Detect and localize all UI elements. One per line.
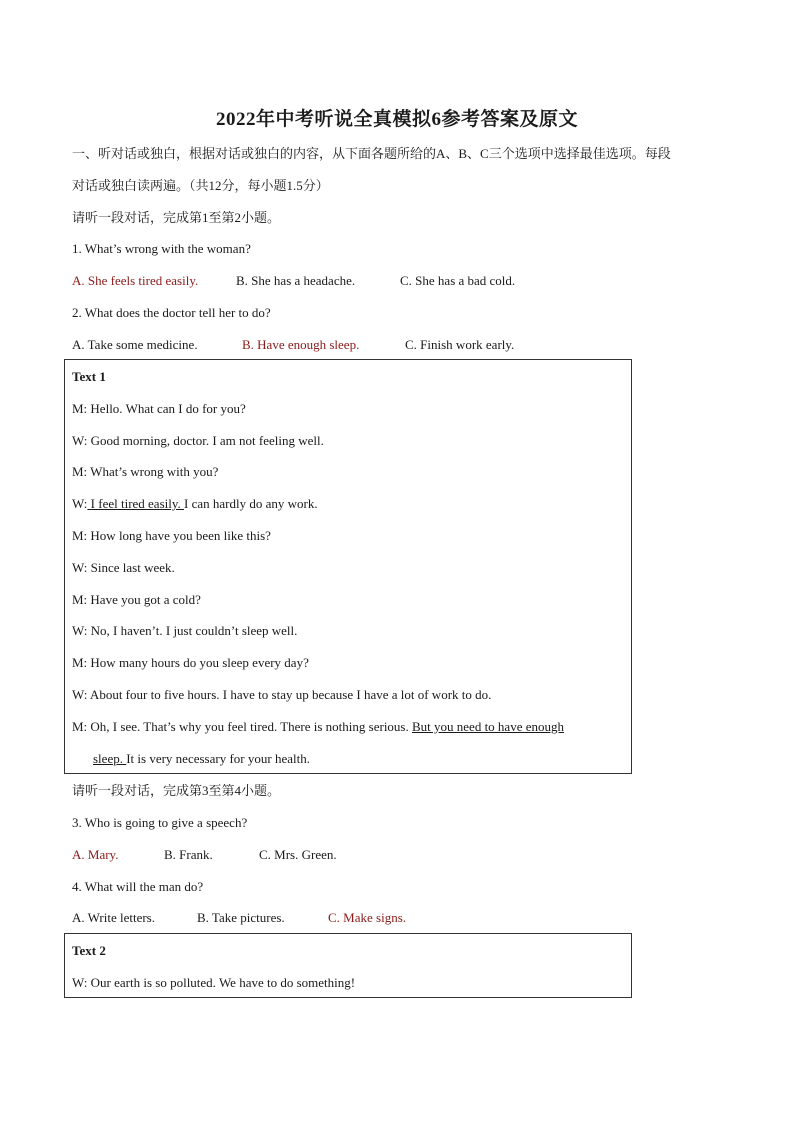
text1-heading: Text 1: [72, 369, 106, 384]
text1-line: W: Good morning, doctor. I am not feeling well.: [72, 433, 324, 448]
question-2: 2. What does the doctor tell her to do?: [72, 305, 271, 320]
page-title: 2022年中考听说全真模拟6参考答案及原文: [215, 109, 578, 130]
text1-transcript-box: [64, 359, 632, 774]
q2-option-b-answer: B. Have enough sleep.: [242, 337, 360, 352]
part2-intro: 请听一段对话，完成第3至第4小题。: [72, 783, 281, 798]
q2-option-c: C. Finish work early.: [405, 337, 515, 352]
text1-line: W: No, I haven’t. I just couldn’t sleep well.: [72, 623, 298, 638]
q3-option-c: C. Mrs. Green.: [259, 847, 337, 862]
q4-option-c-answer: C. Make signs.: [328, 910, 406, 925]
text1-line: W: Since last week.: [72, 560, 175, 575]
text1-line: M: How many hours do you sleep every day?: [72, 655, 309, 670]
question-4: 4. What will the man do?: [72, 879, 204, 894]
text1-line: M: Hello. What can I do for you?: [72, 401, 246, 416]
text2-heading: Text 2: [72, 943, 106, 958]
question-2-options: [72, 336, 514, 354]
text1-line-rest: It is very necessary for your health.: [126, 751, 310, 766]
q1-option-a-answer: A. She feels tired easily.: [72, 273, 199, 288]
section-instruction-line2: 对话或独白读两遍。（共12分，每小题1.5分）: [72, 178, 329, 193]
underlined-key-sentence: sleep.: [93, 751, 127, 766]
underlined-key-sentence: I feel tired easily.: [87, 496, 185, 511]
q4-option-b: B. Take pictures.: [197, 910, 285, 925]
text1-line: M: What’s wrong with you?: [72, 464, 219, 479]
text1-line: [93, 750, 310, 768]
question-3: 3. Who is going to give a speech?: [72, 815, 248, 830]
section-instruction-line1: 一、听对话或独白，根据对话或独白的内容，从下面各题所给的A、B、C三个选项中选择最佳选项。每段: [72, 146, 671, 161]
underlined-key-sentence: But you need to have enough: [412, 719, 564, 734]
text1-line: [72, 495, 318, 513]
question-3-options: [72, 846, 337, 864]
q1-option-b: B. She has a headache.: [236, 273, 356, 288]
text1-line-start: M: Oh, I see. That’s why you feel tired. There is nothing serious.: [72, 719, 412, 734]
question-4-options: [72, 909, 406, 927]
question-1: 1. What’s wrong with the woman?: [72, 241, 251, 256]
text2-line: W: Our earth is so polluted. We have to do something!: [72, 975, 356, 990]
text1-line: W: About four to five hours. I have to stay up because I have a lot of work to do.: [72, 687, 492, 702]
text1-line-rest: I can hardly do any work.: [184, 496, 318, 511]
text1-line: M: How long have you been like this?: [72, 528, 271, 543]
speaker-label: W:: [72, 496, 88, 511]
text1-line: M: Have you got a cold?: [72, 592, 201, 607]
part1-intro: 请听一段对话，完成第1至第2小题。: [72, 210, 281, 225]
q3-option-b: B. Frank.: [164, 847, 213, 862]
q4-option-a: A. Write letters.: [72, 910, 155, 925]
q1-option-c: C. She has a bad cold.: [400, 273, 516, 288]
text2-transcript-box: [64, 933, 632, 998]
question-1-options: [72, 272, 515, 290]
q3-option-a-answer: A. Mary.: [72, 847, 119, 862]
text1-line: [72, 718, 564, 736]
q2-option-a: A. Take some medicine.: [72, 337, 198, 352]
